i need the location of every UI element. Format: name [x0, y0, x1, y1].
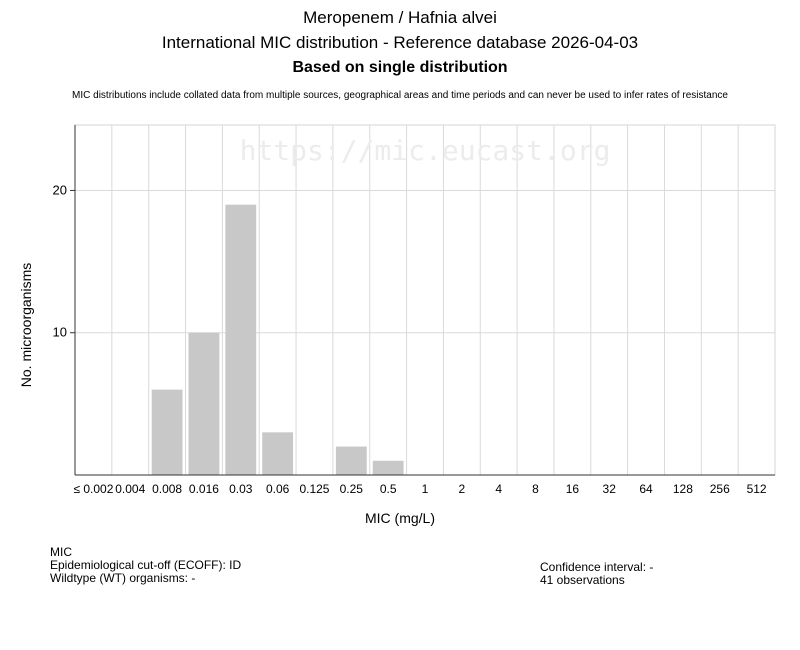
x-axis-title: MIC (mg/L) — [365, 510, 435, 526]
footer-observations: 41 observations — [540, 573, 625, 587]
bar-4 — [225, 205, 256, 475]
x-tick-label: 16 — [565, 482, 580, 496]
x-tick-label: 256 — [709, 482, 730, 496]
x-tick-label: 0.125 — [299, 482, 330, 496]
footer-mic-label: MIC — [50, 545, 72, 559]
x-tick-label: 32 — [602, 482, 616, 496]
x-tick-label: 512 — [746, 482, 767, 496]
x-tick-label: 0.5 — [379, 482, 397, 496]
x-tick-label: 0.004 — [115, 482, 146, 496]
footer-confidence-interval: Confidence interval: - — [540, 560, 654, 574]
bar-5 — [262, 432, 293, 475]
bar-8 — [373, 461, 404, 475]
x-tick-label: 4 — [495, 482, 503, 496]
x-tick-label: 8 — [532, 482, 539, 496]
bar-2 — [152, 390, 183, 475]
x-tick-label: 0.06 — [265, 482, 290, 496]
x-tick-label: 64 — [639, 482, 653, 496]
x-tick-label: 0.008 — [152, 482, 183, 496]
x-tick-label: ≤ 0.002 — [73, 482, 114, 496]
bar-3 — [189, 333, 220, 475]
x-tick-label: 1 — [421, 482, 429, 496]
x-tick-label: 2 — [458, 482, 466, 496]
chart-subtitle: International MIC distribution - Reference database 2026-04-03 — [161, 33, 639, 52]
distribution-basis: Based on single distribution — [292, 59, 508, 76]
watermark-text: https://mic.eucast.org — [239, 134, 611, 167]
chart-title: Meropenem / Hafnia alvei — [303, 8, 497, 27]
x-tick-label: 0.25 — [339, 482, 363, 496]
y-tick-label: 20 — [52, 182, 67, 198]
footer-wildtype: Wildtype (WT) organisms: - — [50, 571, 196, 585]
y-axis-title: No. microorganisms — [18, 262, 34, 388]
x-tick-label: 0.016 — [188, 482, 219, 496]
x-tick-label: 128 — [672, 482, 693, 496]
footer-ecoff: Epidemiological cut-off (ECOFF): ID — [50, 558, 242, 572]
footer-left — [50, 546, 241, 585]
disclaimer-text: MIC distributions include collated data from multiple sources, geographical areas and time periods and can never be used to infer rates of resistance — [72, 90, 728, 101]
bar-7 — [336, 447, 367, 475]
x-tick-label: 0.03 — [229, 482, 253, 496]
footer-right — [540, 561, 653, 587]
y-tick-label: 10 — [52, 324, 67, 340]
